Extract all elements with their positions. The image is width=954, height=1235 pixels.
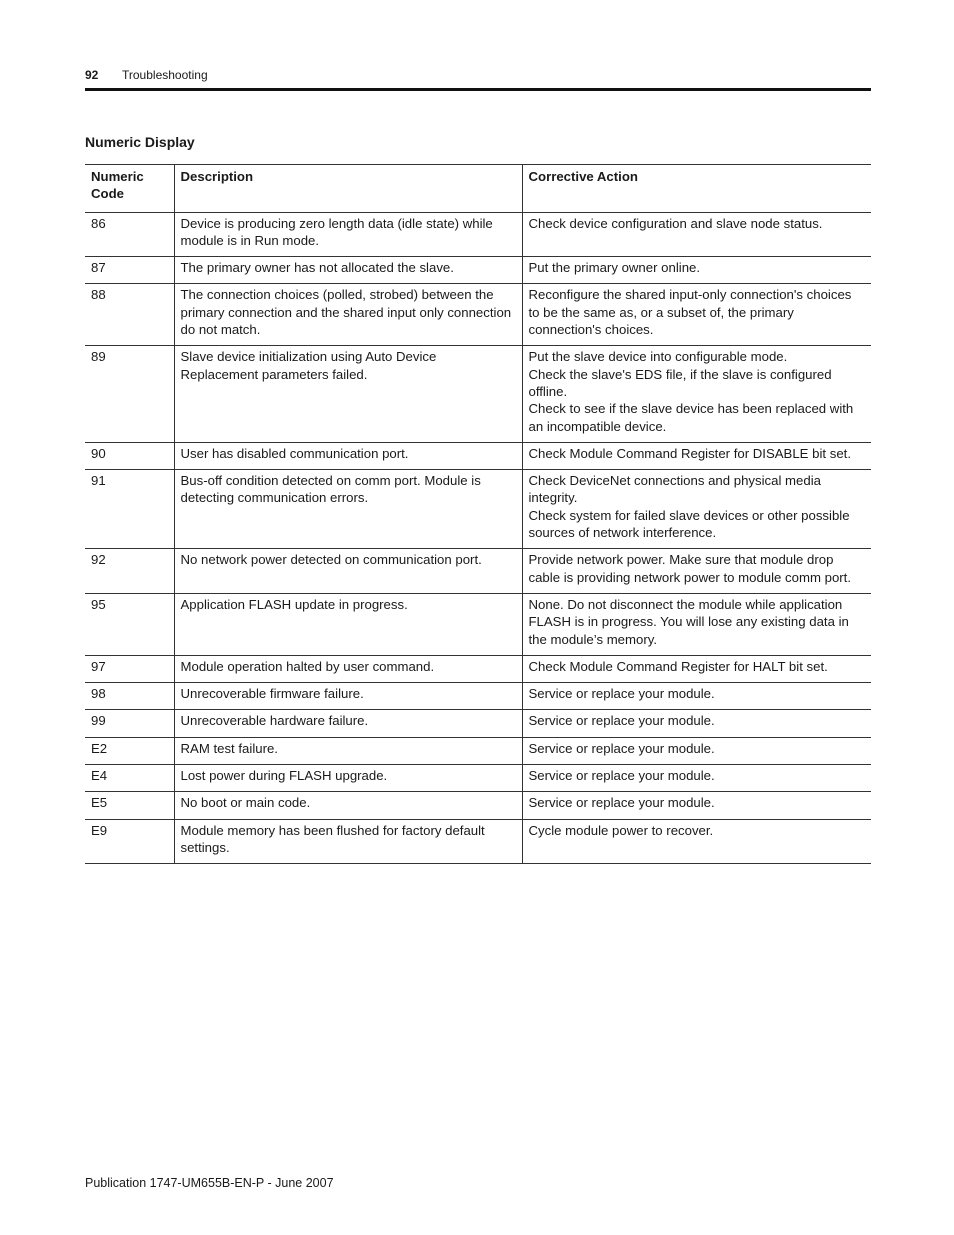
page-number: 92 xyxy=(85,68,99,82)
table-row xyxy=(85,737,871,764)
cell-corrective-action: Cycle module power to recover. xyxy=(522,819,871,864)
cell-code: E2 xyxy=(85,737,174,764)
table-row xyxy=(85,792,871,819)
cell-code: 98 xyxy=(85,683,174,710)
cell-corrective-action: Provide network power. Make sure that module drop cable is providing network power to module comm port. xyxy=(522,549,871,594)
table-row xyxy=(85,683,871,710)
cell-description: RAM test failure. xyxy=(174,737,522,764)
table-header-row xyxy=(85,165,871,213)
cell-corrective-action: Check Module Command Register for DISABLE bit set. xyxy=(522,442,871,469)
table-body xyxy=(85,212,871,864)
cell-corrective-action: Put the primary owner online. xyxy=(522,257,871,284)
column-header-corrective-action: Corrective Action xyxy=(522,165,871,213)
table-row xyxy=(85,655,871,682)
table-row xyxy=(85,212,871,257)
cell-description: Module operation halted by user command. xyxy=(174,655,522,682)
table-row xyxy=(85,765,871,792)
section-title: Numeric Display xyxy=(85,134,195,150)
cell-code: 89 xyxy=(85,346,174,442)
cell-description: Bus-off condition detected on comm port. Module is detecting communication errors. xyxy=(174,470,522,549)
cell-description: Application FLASH update in progress. xyxy=(174,593,522,655)
cell-code: 95 xyxy=(85,593,174,655)
column-header-numeric-code: Numeric Code xyxy=(85,165,174,213)
cell-code: E5 xyxy=(85,792,174,819)
cell-corrective-action: Service or replace your module. xyxy=(522,710,871,737)
table-row xyxy=(85,284,871,346)
cell-description: Module memory has been flushed for factory default settings. xyxy=(174,819,522,864)
cell-description: No boot or main code. xyxy=(174,792,522,819)
cell-code: 88 xyxy=(85,284,174,346)
cell-corrective-action: Reconfigure the shared input-only connection's choices to be the same as, or a subset of, the primary connection's choices. xyxy=(522,284,871,346)
cell-description: Lost power during FLASH upgrade. xyxy=(174,765,522,792)
cell-corrective-action: None. Do not disconnect the module while application FLASH is in progress. You will lose any existing data in the module’s memory. xyxy=(522,593,871,655)
cell-code: 92 xyxy=(85,549,174,594)
cell-code: E4 xyxy=(85,765,174,792)
cell-code: 91 xyxy=(85,470,174,549)
cell-description: Slave device initialization using Auto Device Replacement parameters failed. xyxy=(174,346,522,442)
numeric-display-table xyxy=(85,164,871,864)
cell-description: No network power detected on communication port. xyxy=(174,549,522,594)
cell-description: The connection choices (polled, strobed) between the primary connection and the shared input only connection do not match. xyxy=(174,284,522,346)
cell-code: 90 xyxy=(85,442,174,469)
table-row xyxy=(85,593,871,655)
cell-corrective-action: Service or replace your module. xyxy=(522,792,871,819)
header-rule xyxy=(85,88,871,91)
cell-corrective-action: Check DeviceNet connections and physical media integrity. Check system for failed slave devices or other possible sources of network interference. xyxy=(522,470,871,549)
cell-code: 99 xyxy=(85,710,174,737)
footer-publication: Publication 1747-UM655B-EN-P - June 2007 xyxy=(85,1176,334,1190)
cell-description: Device is producing zero length data (idle state) while module is in Run mode. xyxy=(174,212,522,257)
page-header xyxy=(85,66,871,84)
table-row xyxy=(85,257,871,284)
table-row xyxy=(85,346,871,442)
cell-code: 86 xyxy=(85,212,174,257)
header-section: Troubleshooting xyxy=(122,68,208,82)
cell-corrective-action: Service or replace your module. xyxy=(522,765,871,792)
table-row xyxy=(85,470,871,549)
table-row xyxy=(85,442,871,469)
cell-code: 97 xyxy=(85,655,174,682)
cell-description: Unrecoverable hardware failure. xyxy=(174,710,522,737)
table-row xyxy=(85,819,871,864)
cell-corrective-action: Check Module Command Register for HALT bit set. xyxy=(522,655,871,682)
cell-description: Unrecoverable firmware failure. xyxy=(174,683,522,710)
cell-code: 87 xyxy=(85,257,174,284)
table-row xyxy=(85,710,871,737)
cell-corrective-action: Check device configuration and slave node status. xyxy=(522,212,871,257)
cell-description: User has disabled communication port. xyxy=(174,442,522,469)
column-header-description: Description xyxy=(174,165,522,213)
cell-description: The primary owner has not allocated the slave. xyxy=(174,257,522,284)
table-row xyxy=(85,549,871,594)
cell-corrective-action: Service or replace your module. xyxy=(522,737,871,764)
cell-corrective-action: Put the slave device into configurable mode. Check the slave's EDS file, if the slave is configured offline. Check to see if the slave device has been replaced with an incompatible device. xyxy=(522,346,871,442)
cell-code: E9 xyxy=(85,819,174,864)
cell-corrective-action: Service or replace your module. xyxy=(522,683,871,710)
